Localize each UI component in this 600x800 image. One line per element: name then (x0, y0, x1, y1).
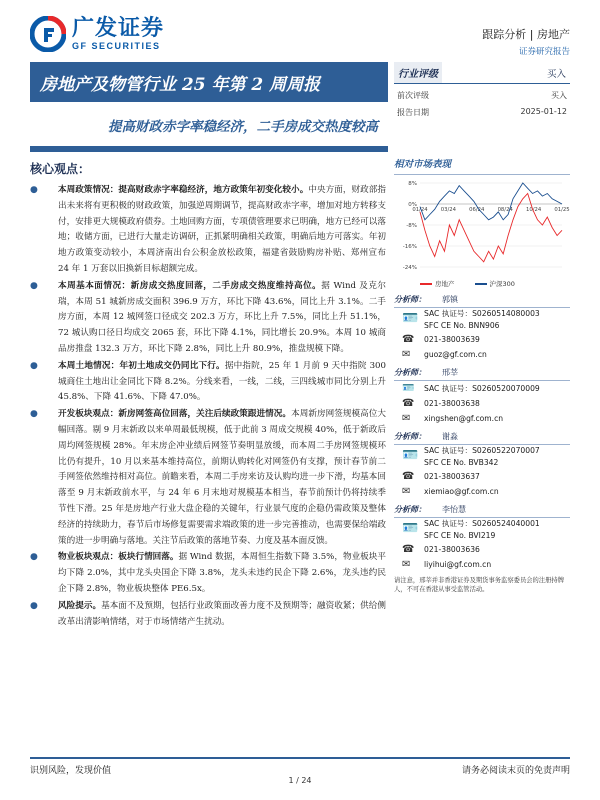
x-tick-label: 01/25 (554, 207, 570, 213)
report-subtitle: 提高财政赤字率稳经济，二手房成交热度较高 (108, 119, 378, 135)
legend-item: 房地产 (420, 279, 455, 288)
analyst-email[interactable]: liyihui@gf.com.cn (424, 560, 492, 569)
phone-icon: ☎ (402, 398, 415, 409)
title-band (30, 62, 388, 152)
prev-rating-value: 买入 (551, 91, 567, 100)
id-card-icon: 🪪 (402, 448, 419, 463)
footer-divider (30, 757, 570, 759)
prev-rating-label: 前次评级 (397, 91, 429, 100)
chart-svg (394, 175, 570, 279)
report-date-value: 2025-01-12 (520, 107, 567, 116)
bullet-developer: ● 开发板块观点：新房网签高位回落，关注后续政策跟进情况。本周新房网签规模高位大幅回落。剔 9 月末新政以来单周最低规模，低于此前 3 周成交规模 40%，低于新政后周均网签规模 28%。年末房企冲业绩后网签节奏明显放缓，而本周二手房网签规模环比仍有提升，10 月以来基本维持高位，前期认购转化对网签仍有支撑，预计春节前二手网签依然维持相对高位。前瞻来看，本周二手房来访及认购均进一步下滑，均基本回落至 9 月末新政前水平，与 24 年 6 月末地对规模基本相当，春节前预计仍将持续季节性下滑。25 年是房地产行业大盘企稳的关键年，行业景气度的企稳仍需政策及整体经济的持续助力，春节后市场修复需要需求端政策的进一步完善推动，也需要保给端政策的进一步明确与落地。关注节后政策的落地节奏、力度及基本面反馈。 (30, 407, 386, 549)
analyst-name: 郭镇 (442, 295, 458, 304)
report-title: 房地产及物管行业 25 年第 2 周周报 (40, 75, 321, 95)
market-performance (394, 156, 570, 293)
core-heading: 核心观点： (30, 162, 91, 176)
gf-logo-icon (30, 16, 66, 52)
report-header (0, 0, 600, 62)
x-tick-label: 03/24 (440, 207, 457, 213)
y-tick-label: -16% (402, 244, 417, 250)
series-line (420, 183, 562, 220)
analyst-name: 邢莘 (442, 368, 458, 377)
analyst-card: 分析师： 谢淼 🪪 SAC 执证号：S0260522070007 SFC CE No. BVB342 ☎ 021-38003637 ✉ xiemiao@gf.com.cn (394, 429, 570, 499)
y-tick-label: -8% (406, 223, 417, 229)
relative-performance-chart (394, 175, 570, 293)
y-tick-label: -24% (402, 265, 417, 271)
email-icon: ✉ (402, 559, 411, 570)
footer-slogan: 识别风险，发现价值 (30, 766, 112, 776)
phone-icon: ☎ (402, 471, 415, 482)
logo-cn: 广发证券 (72, 15, 165, 41)
y-tick-label: 8% (408, 181, 417, 187)
bullet-fundamentals: ● 本周基本面情况：新房成交热度回落，二手房成交热度维持高位。据 Wind 及克尔瑞，本周 51 城新房成交面积 396.9 万方，环比下降 43.6%，同比上升 3.1%。二手房方面，本周 12 城网签口径成交 202.3 万方，环比上升 7.5%，同比上升 51.1%，72 城认购口径日均成交 2065 套，环比下降 4.1%，同比增长 20.9%。本周 10 城商品房推盘 132.3 万方，环比下降 2.8%，同比上升 80.9%，推盘规模下降。 (30, 279, 386, 358)
y-tick-label: 0% (408, 202, 417, 208)
id-card-icon: 🪪 (402, 311, 419, 326)
logo-en: GF SECURITIES (72, 41, 161, 51)
analyst-card: 分析师： 郭镇 🪪 SAC 执证号：S0260514080003 SFC CE No. BNN906 ☎ 021-38003639 ✉ guoz@gf.com.cn (394, 292, 570, 362)
report-category: 跟踪分析 | 房地产 (482, 28, 570, 41)
bullet-land: ● 本周土地情况：年初土地成交仍同比下行。据中指院，25 年 1 月前 9 天中指院 300 城商住土地出让金同比下降 8.2%。分线来看，一线，二线，三四线城市同比分别上升 45.8%、下降 41.6%、下降 47.0%。 (30, 359, 386, 406)
core-views (30, 160, 386, 631)
id-card-icon: 🪪 (402, 383, 415, 394)
footer-disclaimer: 请务必阅读末页的免责声明 (461, 766, 570, 776)
report-date-label: 报告日期 (397, 108, 429, 117)
analyst-email[interactable]: guoz@gf.com.cn (424, 350, 487, 359)
bullet-property-mgmt: ● 物业板块观点：板块行情回落。据 Wind 数据，本周恒生指数下降 3.5%，物业板块平均下降 2.0%，其中龙头央国企下降 3.8%，龙头未违约民企下降 2.6%，龙头违约民企下降 2.8%，物业板块整体 PE6.5x。 (30, 550, 386, 597)
email-icon: ✉ (402, 413, 411, 424)
x-tick-label: 01/24 (412, 207, 428, 213)
phone-icon: ☎ (402, 334, 415, 345)
rating-value: 买入 (546, 68, 566, 80)
page-number: 1 / 24 (288, 776, 312, 785)
rating-label: 行业评级 (394, 62, 442, 83)
report-type: 证券研究报告 (518, 47, 570, 57)
analyst-card: 分析师： 李怡慧 🪪 SAC 执证号：S0260524040001 SFC CE No. BVI219 ☎ 021-38003636 ✉ liyihui@gf.com.cn (394, 502, 570, 572)
analyst-email[interactable]: xiemiao@gf.com.cn (424, 487, 499, 496)
id-card-icon: 🪪 (402, 521, 419, 536)
chart-legend (420, 279, 515, 288)
analyst-card: 分析师： 邢莘 🪪 SAC 执证号：S0260520070009 ☎ 021-38003638 ✉ xingshen@gf.com.cn (394, 365, 570, 426)
analyst-email[interactable]: xingshen@gf.com.cn (424, 414, 504, 423)
analyst-list (394, 292, 570, 594)
x-tick-label: 08/24 (497, 207, 513, 213)
bullet-risk: ● 风险提示。基本面不及预期，包括行业政策面改善力度不及预期等；融资收紧；供给侧改革出清影响情绪，对于市场情绪产生扰动。 (30, 599, 386, 631)
x-tick-label: 10/24 (525, 207, 542, 213)
analyst-name: 李怡慧 (442, 505, 466, 514)
analyst-name: 谢淼 (442, 432, 458, 441)
phone-icon: ☎ (402, 544, 415, 555)
legend-item: 沪深300 (475, 279, 515, 288)
rating-box (394, 62, 570, 118)
chart-title: 相对市场表现 (394, 156, 570, 175)
email-icon: ✉ (402, 349, 411, 360)
gf-logo (30, 16, 164, 52)
email-icon: ✉ (402, 486, 411, 497)
x-tick-label: 06/24 (469, 207, 485, 213)
license-note: 请注意，邢莘并非香港证券及期货事务监察委员会的注册持牌人，不可在香港从事受监管活动。 (394, 577, 565, 593)
bullet-policy: ● 本周政策情况：提高财政赤字率稳经济，地方政策年初变化较小。中央方面，财政部指出未来将有更积极的财政政策，加强逆周期调节，提高财政赤字率，增加对地方转移支付，安排更大规模政府债券。土地回购方面，专项债管理要求已明确，地方已经可以落地；收储方面，已进行大量走访调研，正抓紧明确相关政策，明确后地方可落实。年初地方政策变动较小，本周济南出台公积金放松政策，福建省鼓励购房补贴、郑州宣布 24 年 1 万套以旧换新目标超额完成。 (30, 183, 386, 278)
